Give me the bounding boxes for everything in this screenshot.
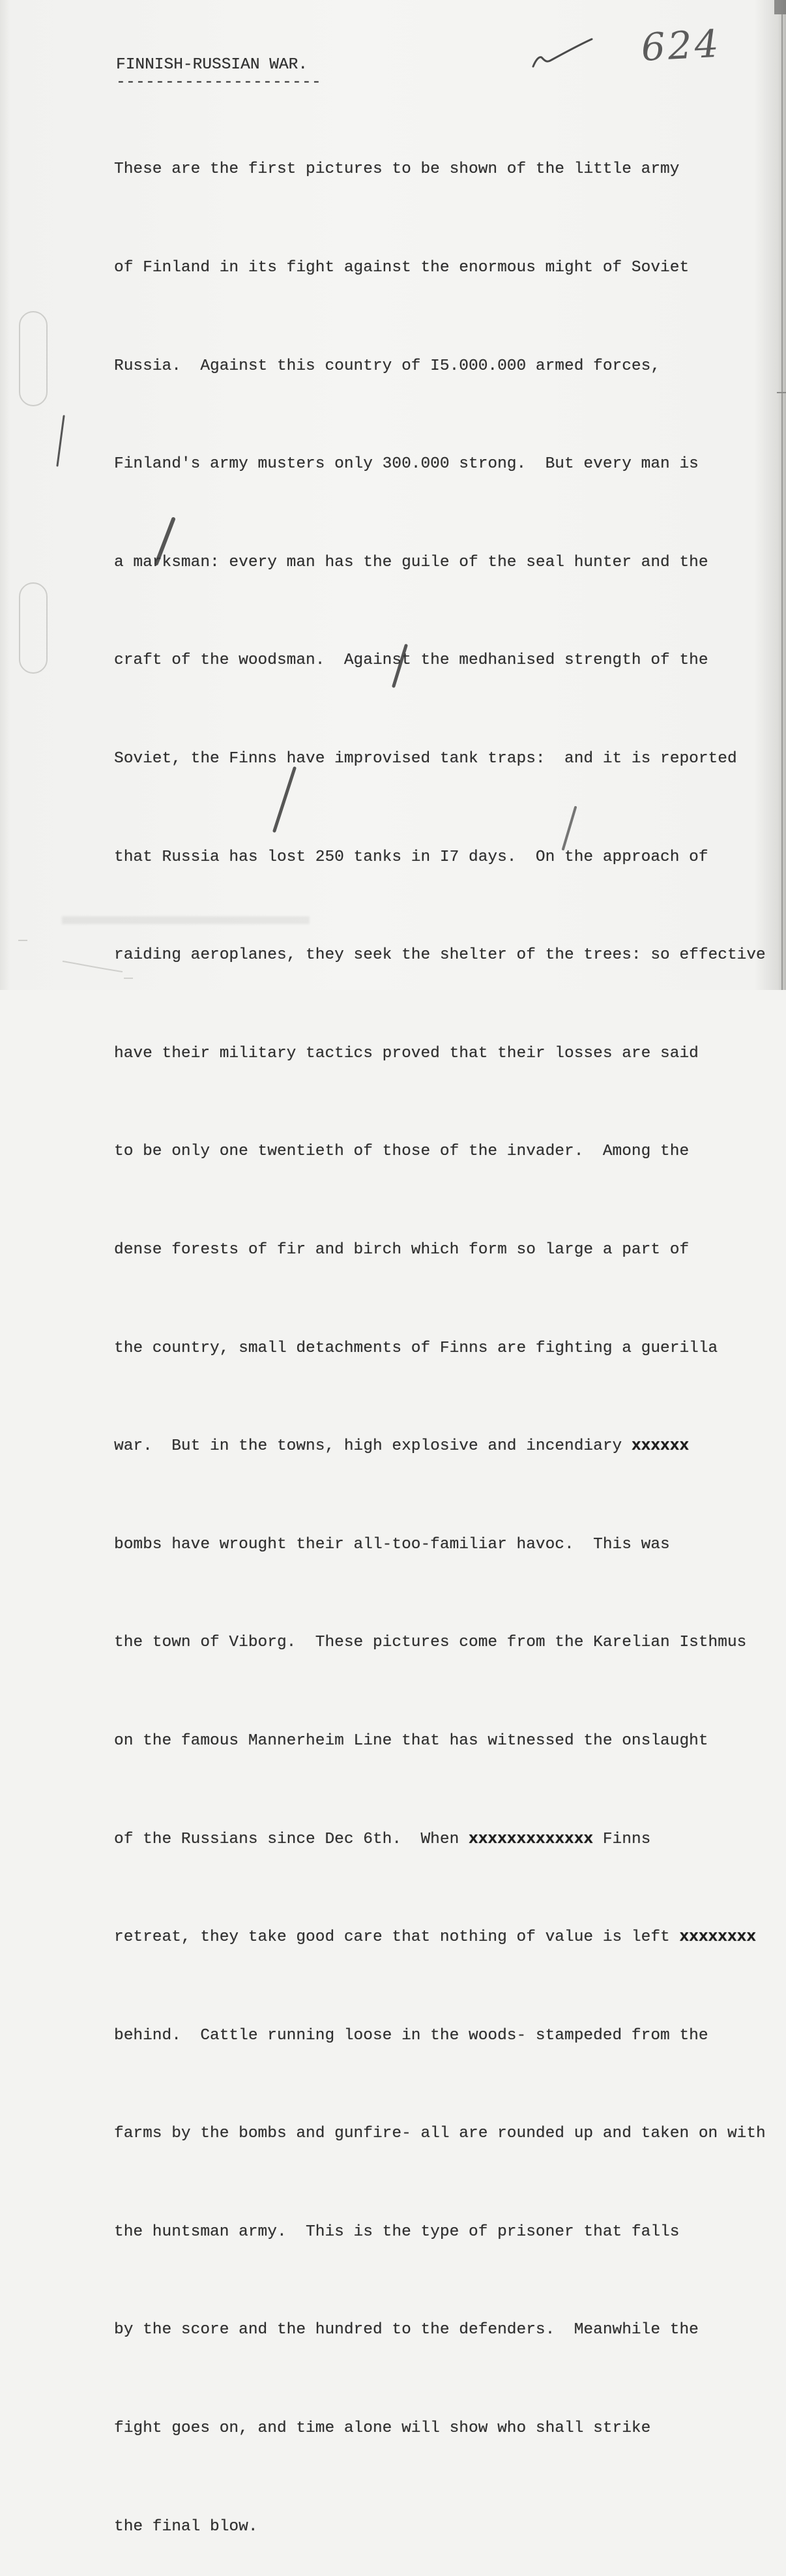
body-line-18: [114, 1823, 766, 1856]
struck-out-text: xxxxxxxxxxxxx: [469, 1830, 594, 1848]
body-line-10: have their military tactics proved that their losses are said: [114, 1044, 699, 1062]
line-text: of the Russians since Dec 6th. When: [114, 1830, 469, 1848]
handwritten-page-number: 624: [640, 21, 723, 70]
body-line-6: craft of the woodsman. Against the medhanised strength of the: [114, 651, 708, 670]
body-line-7: Soviet, the Finns have improvised tank traps: and it is reported: [114, 749, 737, 768]
body-line-4: Finland's army musters only 300.000 strong. But every man is: [114, 455, 699, 473]
body-line-25: the final blow.: [114, 2517, 258, 2536]
document-title: FINNISH-RUSSIAN WAR.: [116, 56, 308, 74]
document-body: [114, 88, 766, 2576]
body-line-11: to be only one twentieth of those of the invader. Among the: [114, 1143, 690, 1161]
body-line-19: [114, 1921, 766, 1954]
struck-out-text: xxxxxx: [631, 1437, 690, 1456]
body-line-3: Russia. Against this country of I5.000.000 armed forces,: [114, 357, 661, 375]
body-line-23: by the score and the hundred to the defenders. Meanwhile the: [114, 2321, 699, 2339]
body-line-15: bombs have wrought their all-too-familiar havoc. This was: [114, 1535, 670, 1553]
body-line-17: on the famous Mannerheim Line that has witnessed the onslaught: [114, 1731, 708, 1750]
body-line-8: that Russia has lost 250 tanks in I7 days. On the approach of: [114, 848, 708, 866]
line-text: war. But in the towns, high explosive and incendiary: [114, 1437, 632, 1456]
body-line-22: the huntsman army. This is the type of prisoner that falls: [114, 2223, 680, 2241]
faint-footer-smudge: [62, 916, 310, 924]
body-line-13: the country, small detachments of Finns are fighting a guerilla: [114, 1339, 718, 1357]
body-line-5: a marksman: every man has the guile of the seal hunter and the: [114, 553, 708, 571]
title-underline: ---------------------: [116, 74, 322, 91]
body-line-12: dense forests of fir and birch which form so large a part of: [114, 1240, 690, 1259]
line-text: retreat, they take good care that nothing of value is left: [114, 1928, 680, 1947]
body-line-14: [114, 1430, 766, 1463]
body-line-24: fight goes on, and time alone will show who shall strike: [114, 2419, 651, 2438]
body-line-9: raiding aeroplanes, they seek the shelter of the trees: so effective: [114, 946, 766, 965]
body-line-16: the town of Viborg. These pictures come from the Karelian Isthmus: [114, 1634, 747, 1652]
body-line-20: behind. Cattle running loose in the woods- stampeded from the: [114, 2026, 708, 2044]
body-line-1: These are the first pictures to be shown of the little army: [114, 160, 680, 179]
body-line-21: farms by the bombs and gunfire- all are rounded up and taken on with: [114, 2125, 766, 2143]
struck-out-text: xxxxxxxx: [679, 1928, 757, 1947]
body-line-2: of Finland in its fight against the enormous might of Soviet: [114, 259, 690, 277]
line-text-after: Finns: [593, 1830, 651, 1848]
